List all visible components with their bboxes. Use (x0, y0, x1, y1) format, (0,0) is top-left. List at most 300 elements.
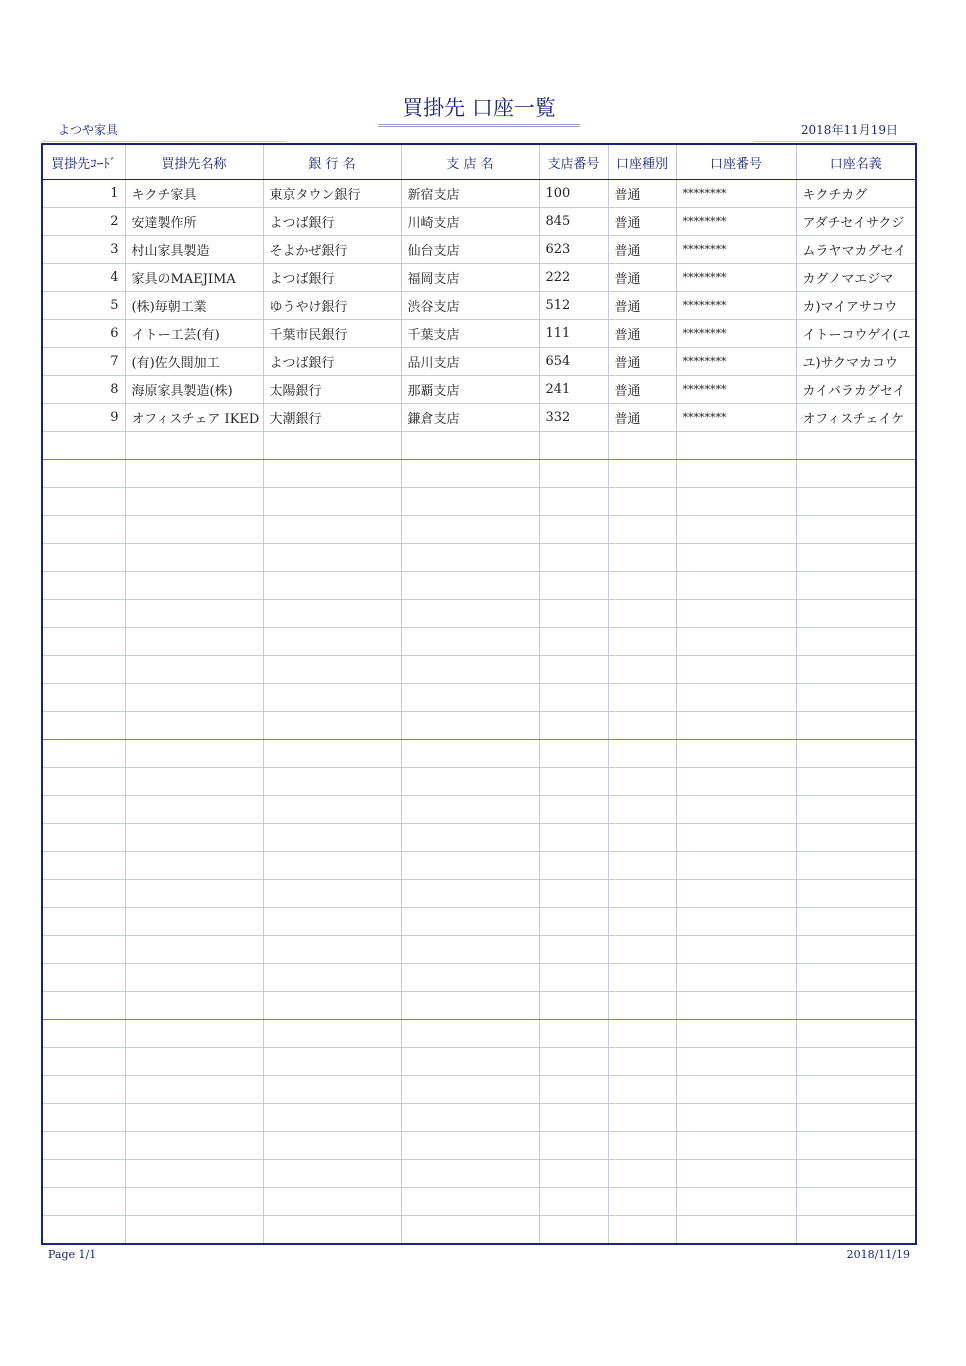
account-type-cell (608, 936, 676, 964)
branch-number-cell (539, 1216, 608, 1245)
bank-cell: よつば銀行 (263, 208, 401, 236)
name-cell (125, 964, 263, 992)
bank-cell (263, 796, 401, 824)
branch-number-cell (539, 852, 608, 880)
empty-table-row (42, 600, 916, 628)
branch-cell (401, 964, 539, 992)
report-title: 買掛先 口座一覧 (378, 92, 580, 127)
empty-table-row (42, 880, 916, 908)
name-cell (125, 1160, 263, 1188)
account-number-cell (676, 460, 796, 488)
account-holder-cell (796, 460, 916, 488)
account-holder-cell (796, 544, 916, 572)
empty-table-row (42, 992, 916, 1020)
name-cell (125, 1216, 263, 1245)
code-cell (42, 908, 125, 936)
empty-table-row (42, 796, 916, 824)
branch-number-cell (539, 516, 608, 544)
account-holder-cell: キクチカグ (796, 180, 916, 208)
empty-table-row (42, 908, 916, 936)
branch-cell (401, 936, 539, 964)
branch-number-cell (539, 768, 608, 796)
name-cell (125, 628, 263, 656)
account-type-cell (608, 992, 676, 1020)
bank-cell (263, 1020, 401, 1048)
branch-number-cell (539, 684, 608, 712)
account-holder-cell (796, 1188, 916, 1216)
branch-cell: 渋谷支店 (401, 292, 539, 320)
account-type-cell (608, 516, 676, 544)
account-holder-cell (796, 936, 916, 964)
account-table (41, 143, 917, 1245)
empty-table-row (42, 740, 916, 768)
name-cell (125, 460, 263, 488)
empty-table-row (42, 572, 916, 600)
account-number-cell: ******** (676, 376, 796, 404)
code-cell (42, 796, 125, 824)
empty-table-row (42, 1020, 916, 1048)
code-cell (42, 852, 125, 880)
code-cell: 2 (42, 208, 125, 236)
name-cell: イトー工芸(有) (125, 320, 263, 348)
name-cell (125, 656, 263, 684)
account-type-cell (608, 740, 676, 768)
account-type-cell (608, 1160, 676, 1188)
account-type-cell (608, 1048, 676, 1076)
empty-table-row (42, 516, 916, 544)
account-number-cell (676, 656, 796, 684)
code-cell (42, 740, 125, 768)
col-header-branch: 支 店 名 (401, 144, 539, 180)
account-type-cell (608, 656, 676, 684)
account-number-cell (676, 600, 796, 628)
bank-cell (263, 880, 401, 908)
bank-cell (263, 824, 401, 852)
branch-cell: 新宿支店 (401, 180, 539, 208)
empty-table-row (42, 544, 916, 572)
code-cell (42, 936, 125, 964)
empty-table-row (42, 768, 916, 796)
account-type-cell (608, 1076, 676, 1104)
account-holder-cell: アダチセイサクジ (796, 208, 916, 236)
branch-number-cell (539, 880, 608, 908)
account-number-cell (676, 516, 796, 544)
account-number-cell (676, 684, 796, 712)
account-holder-cell (796, 992, 916, 1020)
empty-table-row (42, 712, 916, 740)
account-number-cell (676, 880, 796, 908)
name-cell: (有)佐久間加工 (125, 348, 263, 376)
table-row (42, 292, 916, 320)
empty-table-row (42, 628, 916, 656)
account-holder-cell: オフィスチェイケ (796, 404, 916, 432)
col-header-account-type: 口座種別 (608, 144, 676, 180)
account-number-cell: ******** (676, 292, 796, 320)
account-number-cell (676, 796, 796, 824)
account-type-cell (608, 1188, 676, 1216)
account-holder-cell (796, 1020, 916, 1048)
branch-cell (401, 684, 539, 712)
bank-cell (263, 684, 401, 712)
name-cell (125, 824, 263, 852)
account-holder-cell (796, 1104, 916, 1132)
account-holder-cell (796, 1076, 916, 1104)
name-cell: キクチ家具 (125, 180, 263, 208)
code-cell (42, 1188, 125, 1216)
branch-number-cell: 111 (539, 320, 608, 348)
branch-number-cell (539, 936, 608, 964)
code-cell (42, 628, 125, 656)
branch-cell (401, 1048, 539, 1076)
account-holder-cell: カグノマエジマ (796, 264, 916, 292)
empty-table-row (42, 488, 916, 516)
branch-number-cell (539, 628, 608, 656)
account-type-cell: 普通 (608, 348, 676, 376)
table-row (42, 264, 916, 292)
branch-cell (401, 908, 539, 936)
account-type-cell (608, 964, 676, 992)
account-number-cell (676, 628, 796, 656)
code-cell: 6 (42, 320, 125, 348)
branch-cell: 那覇支店 (401, 376, 539, 404)
branch-number-cell: 332 (539, 404, 608, 432)
account-holder-cell (796, 432, 916, 460)
footer-date: 2018/11/19 (846, 1248, 910, 1261)
account-holder-cell: イトーコウゲイ(ユ (796, 320, 916, 348)
branch-number-cell (539, 824, 608, 852)
name-cell (125, 1076, 263, 1104)
code-cell: 4 (42, 264, 125, 292)
branch-cell (401, 488, 539, 516)
name-cell (125, 908, 263, 936)
account-number-cell (676, 1160, 796, 1188)
code-cell (42, 768, 125, 796)
account-number-cell: ******** (676, 208, 796, 236)
bank-cell (263, 628, 401, 656)
name-cell (125, 684, 263, 712)
branch-number-cell (539, 908, 608, 936)
branch-cell: 川崎支店 (401, 208, 539, 236)
empty-table-row (42, 656, 916, 684)
branch-cell (401, 1076, 539, 1104)
code-cell (42, 1160, 125, 1188)
account-number-cell (676, 964, 796, 992)
empty-table-row (42, 1132, 916, 1160)
account-type-cell (608, 628, 676, 656)
code-cell (42, 1132, 125, 1160)
code-cell (42, 1048, 125, 1076)
account-type-cell: 普通 (608, 264, 676, 292)
company-name: よつや家具 (42, 121, 286, 142)
branch-number-cell (539, 460, 608, 488)
table-row (42, 376, 916, 404)
bank-cell (263, 1160, 401, 1188)
branch-cell (401, 880, 539, 908)
branch-number-cell (539, 740, 608, 768)
bank-cell: そよかぜ銀行 (263, 236, 401, 264)
empty-table-row (42, 1160, 916, 1188)
account-type-cell (608, 600, 676, 628)
branch-cell (401, 628, 539, 656)
bank-cell: 大潮銀行 (263, 404, 401, 432)
account-holder-cell (796, 1048, 916, 1076)
account-number-cell (676, 1216, 796, 1245)
branch-cell (401, 824, 539, 852)
branch-number-cell: 241 (539, 376, 608, 404)
branch-cell: 福岡支店 (401, 264, 539, 292)
branch-cell (401, 544, 539, 572)
name-cell (125, 1188, 263, 1216)
name-cell (125, 1048, 263, 1076)
account-holder-cell (796, 964, 916, 992)
name-cell (125, 1020, 263, 1048)
account-number-cell (676, 936, 796, 964)
bank-cell (263, 544, 401, 572)
footer-page-number: Page 1/1 (48, 1248, 97, 1261)
bank-cell (263, 1076, 401, 1104)
branch-cell (401, 1216, 539, 1245)
branch-number-cell (539, 992, 608, 1020)
bank-cell (263, 572, 401, 600)
code-cell (42, 1104, 125, 1132)
code-cell (42, 684, 125, 712)
account-type-cell: 普通 (608, 376, 676, 404)
account-holder-cell: カ)マイアサコウ (796, 292, 916, 320)
empty-table-row (42, 824, 916, 852)
code-cell (42, 432, 125, 460)
name-cell: (株)毎朝工業 (125, 292, 263, 320)
code-cell (42, 1076, 125, 1104)
account-type-cell (608, 572, 676, 600)
branch-cell (401, 516, 539, 544)
branch-cell: 千葉支店 (401, 320, 539, 348)
name-cell (125, 544, 263, 572)
bank-cell (263, 516, 401, 544)
account-holder-cell (796, 1216, 916, 1245)
branch-number-cell (539, 796, 608, 824)
code-cell: 7 (42, 348, 125, 376)
account-type-cell: 普通 (608, 208, 676, 236)
account-number-cell (676, 1020, 796, 1048)
account-holder-cell (796, 1160, 916, 1188)
name-cell: 海原家具製造(株) (125, 376, 263, 404)
col-header-name: 買掛先名称 (125, 144, 263, 180)
account-type-cell (608, 460, 676, 488)
account-number-cell (676, 488, 796, 516)
col-header-bank: 銀 行 名 (263, 144, 401, 180)
report-date: 2018年11月19日 (754, 121, 914, 142)
branch-number-cell (539, 1104, 608, 1132)
branch-number-cell (539, 1048, 608, 1076)
bank-cell (263, 1048, 401, 1076)
col-header-account-holder: 口座名義 (796, 144, 916, 180)
account-number-cell: ******** (676, 404, 796, 432)
name-cell (125, 600, 263, 628)
table-row (42, 208, 916, 236)
bank-cell (263, 852, 401, 880)
account-number-cell (676, 740, 796, 768)
code-cell: 5 (42, 292, 125, 320)
name-cell (125, 852, 263, 880)
account-holder-cell (796, 768, 916, 796)
branch-number-cell (539, 1160, 608, 1188)
account-type-cell (608, 1020, 676, 1048)
account-holder-cell (796, 628, 916, 656)
bank-cell (263, 1132, 401, 1160)
account-type-cell (608, 880, 676, 908)
branch-cell (401, 712, 539, 740)
account-holder-cell (796, 600, 916, 628)
account-type-cell (608, 488, 676, 516)
bank-cell: ゆうやけ銀行 (263, 292, 401, 320)
branch-cell (401, 1160, 539, 1188)
code-cell: 3 (42, 236, 125, 264)
account-type-cell (608, 712, 676, 740)
code-cell (42, 516, 125, 544)
account-type-cell (608, 432, 676, 460)
branch-number-cell (539, 544, 608, 572)
name-cell (125, 1132, 263, 1160)
branch-number-cell (539, 1188, 608, 1216)
branch-number-cell (539, 1132, 608, 1160)
account-number-cell (676, 824, 796, 852)
account-number-cell (676, 852, 796, 880)
account-type-cell (608, 684, 676, 712)
branch-cell: 仙台支店 (401, 236, 539, 264)
account-holder-cell: ムラヤマカグセイ (796, 236, 916, 264)
empty-table-row (42, 1216, 916, 1245)
branch-number-cell (539, 656, 608, 684)
branch-number-cell (539, 964, 608, 992)
bank-cell (263, 712, 401, 740)
account-type-cell (608, 544, 676, 572)
account-number-cell (676, 768, 796, 796)
account-number-cell (676, 572, 796, 600)
branch-number-cell: 512 (539, 292, 608, 320)
code-cell: 8 (42, 376, 125, 404)
bank-cell (263, 1104, 401, 1132)
account-holder-cell: ユ)サクマカコウ (796, 348, 916, 376)
account-number-cell (676, 1076, 796, 1104)
account-holder-cell (796, 1132, 916, 1160)
branch-number-cell: 845 (539, 208, 608, 236)
account-number-cell (676, 1048, 796, 1076)
bank-cell (263, 740, 401, 768)
account-type-cell (608, 796, 676, 824)
empty-table-row (42, 1104, 916, 1132)
name-cell (125, 880, 263, 908)
code-cell (42, 992, 125, 1020)
branch-cell (401, 1020, 539, 1048)
branch-cell: 品川支店 (401, 348, 539, 376)
bank-cell (263, 460, 401, 488)
account-holder-cell (796, 572, 916, 600)
account-holder-cell (796, 880, 916, 908)
account-holder-cell (796, 488, 916, 516)
code-cell (42, 488, 125, 516)
account-holder-cell (796, 712, 916, 740)
name-cell (125, 740, 263, 768)
name-cell: オフィスチェア IKED (125, 404, 263, 432)
account-holder-cell (796, 740, 916, 768)
branch-cell (401, 656, 539, 684)
account-holder-cell: カイバラカグセイ (796, 376, 916, 404)
branch-cell (401, 572, 539, 600)
branch-cell (401, 992, 539, 1020)
code-cell (42, 880, 125, 908)
name-cell: 安達製作所 (125, 208, 263, 236)
account-number-cell (676, 992, 796, 1020)
code-cell (42, 460, 125, 488)
branch-number-cell (539, 1020, 608, 1048)
branch-cell (401, 1132, 539, 1160)
account-type-cell (608, 1132, 676, 1160)
table-header-row (42, 144, 916, 180)
branch-number-cell: 100 (539, 180, 608, 208)
code-cell (42, 572, 125, 600)
branch-number-cell: 654 (539, 348, 608, 376)
table-row (42, 348, 916, 376)
name-cell (125, 516, 263, 544)
account-number-cell: ******** (676, 236, 796, 264)
col-header-code: 買掛先ｺｰﾄﾞ (42, 144, 125, 180)
empty-table-row (42, 432, 916, 460)
account-number-cell: ******** (676, 348, 796, 376)
code-cell (42, 544, 125, 572)
table-row (42, 180, 916, 208)
empty-table-row (42, 1188, 916, 1216)
empty-table-row (42, 964, 916, 992)
account-holder-cell (796, 796, 916, 824)
bank-cell: 東京タウン銀行 (263, 180, 401, 208)
bank-cell (263, 964, 401, 992)
bank-cell (263, 1188, 401, 1216)
code-cell (42, 656, 125, 684)
branch-number-cell (539, 488, 608, 516)
branch-number-cell (539, 1076, 608, 1104)
account-type-cell (608, 852, 676, 880)
account-holder-cell (796, 684, 916, 712)
code-cell: 1 (42, 180, 125, 208)
name-cell (125, 936, 263, 964)
account-number-cell (676, 908, 796, 936)
bank-cell (263, 488, 401, 516)
empty-table-row (42, 852, 916, 880)
account-holder-cell (796, 852, 916, 880)
bank-cell: 千葉市民銀行 (263, 320, 401, 348)
empty-table-row (42, 460, 916, 488)
bank-cell: よつば銀行 (263, 348, 401, 376)
table-row (42, 236, 916, 264)
empty-table-row (42, 1048, 916, 1076)
bank-cell (263, 936, 401, 964)
branch-number-cell (539, 432, 608, 460)
name-cell (125, 572, 263, 600)
account-number-cell (676, 544, 796, 572)
branch-number-cell: 623 (539, 236, 608, 264)
account-number-cell: ******** (676, 264, 796, 292)
account-number-cell (676, 712, 796, 740)
branch-cell (401, 852, 539, 880)
bank-cell (263, 1216, 401, 1245)
account-number-cell (676, 1188, 796, 1216)
branch-cell (401, 796, 539, 824)
account-type-cell (608, 1104, 676, 1132)
branch-number-cell (539, 572, 608, 600)
empty-table-row (42, 936, 916, 964)
account-type-cell (608, 1216, 676, 1245)
name-cell (125, 992, 263, 1020)
